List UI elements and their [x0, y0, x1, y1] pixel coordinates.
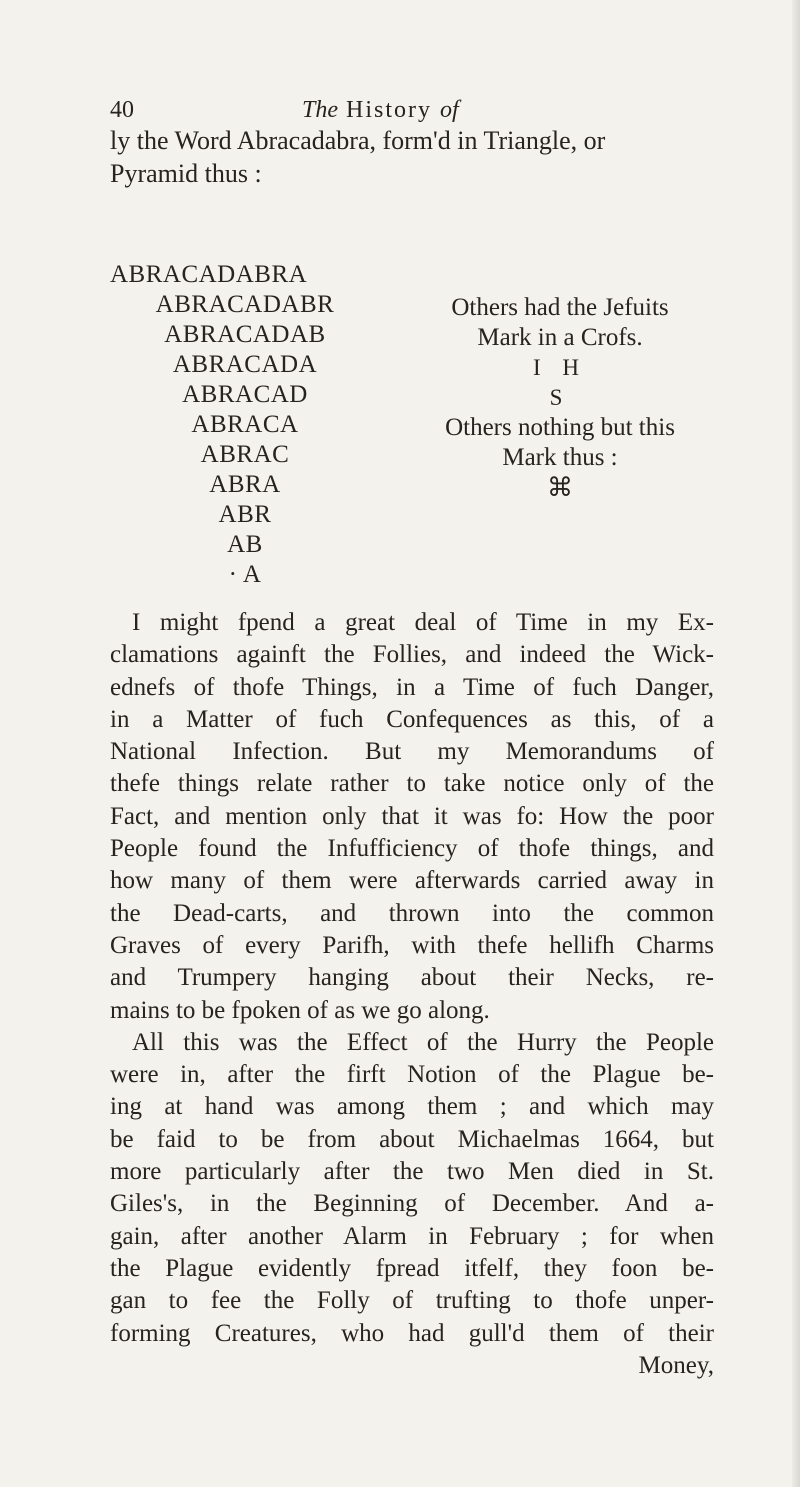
text-line: were in, after the firft Notion of the Plague be-: [110, 1061, 714, 1089]
marks-column: [410, 293, 710, 503]
text-line: in a Matter of fuch Confequences as this, of a: [110, 705, 714, 733]
other-caption: Others nothing but this: [445, 414, 675, 441]
text-line: and Trumpery hanging about their Necks, re-: [110, 964, 714, 992]
page-edge: [792, 0, 800, 1487]
text-line: how many of them were afterwards carried away in: [110, 867, 714, 895]
jesuit-caption: Others had the Jefuits: [451, 294, 669, 321]
ihs-mark: S: [549, 385, 571, 410]
text-line: the Plague evidently fpread itfelf, they foon be-: [110, 1254, 714, 1282]
running-title: [302, 94, 459, 126]
text-line: gan to fee the Folly of trufting to thofe unper-: [110, 1287, 714, 1315]
body-text: [110, 607, 714, 1382]
text-line: ednefs of thofe Things, in a Time of fuch Danger,: [110, 673, 714, 701]
abracadabra-triangle: [110, 260, 380, 590]
text-line: I might fpend a great deal of Time in my Ex-: [132, 609, 714, 636]
triangle-row: AB: [227, 531, 263, 558]
intro-text: [110, 124, 702, 190]
text-line: gain, after another Alarm in February ; for when: [110, 1222, 714, 1250]
text-line: Fact, and mention only that it was fo: How the poor: [110, 802, 714, 830]
text-line: ing at hand was among them ; and which may: [110, 1093, 714, 1121]
text-line: People found the Infufficiency of thofe things, and: [110, 835, 714, 863]
title-the: The: [302, 97, 338, 123]
text-line: clamations againft the Follies, and indeed the Wick-: [110, 641, 714, 669]
text-line: be faid to be from about Michaelmas 1664, but: [110, 1125, 714, 1153]
title-of: of: [440, 97, 459, 123]
text-line: forming Creatures, who had gull'd them of their: [110, 1319, 714, 1347]
triangle-row: ABR: [218, 501, 272, 528]
text-line: Pyramid thus :: [110, 159, 262, 188]
triangle-row: ABRAC: [200, 441, 290, 468]
triangle-row: ABRACADAB: [164, 321, 326, 348]
text-line: mains to be fpoken of as we go along.: [110, 996, 490, 1024]
ihs-mark: I H: [532, 355, 588, 380]
charm-symbol-icon: ⌘: [547, 473, 573, 502]
triangle-row: ABRACADABRA: [110, 261, 308, 288]
title-history: History: [346, 97, 432, 123]
triangle-row: ABRACADA: [172, 351, 318, 378]
other-caption: Mark thus :: [502, 444, 618, 471]
triangle-row: · A: [228, 561, 262, 588]
running-header: [110, 94, 710, 126]
text-line: National Infection. But my Memorandums of: [110, 738, 714, 766]
jesuit-caption: Mark in a Crofs.: [477, 324, 643, 351]
text-line: more particularly after the two Men died in St.: [110, 1158, 714, 1186]
text-line: Graves of every Parifh, with thefe hellifh Charms: [110, 931, 714, 959]
triangle-row: ABRA: [209, 471, 281, 498]
text-line: the Dead-carts, and thrown into the common: [110, 899, 714, 927]
text-line: thefe things relate rather to take notice only of the: [110, 770, 714, 798]
text-line: Giles's, in the Beginning of December. And a-: [110, 1190, 714, 1218]
triangle-row: ABRACA: [191, 411, 299, 438]
catchword: Money,: [638, 1351, 714, 1379]
text-line: ly the Word Abracadabra, form'd in Triangle, or: [110, 126, 606, 155]
text-line: All this was the Effect of the Hurry the People: [132, 1028, 714, 1056]
page-number: 40: [110, 97, 134, 123]
triangle-row: ABRACADABR: [155, 291, 335, 318]
triangle-row: ABRACAD: [182, 381, 308, 408]
